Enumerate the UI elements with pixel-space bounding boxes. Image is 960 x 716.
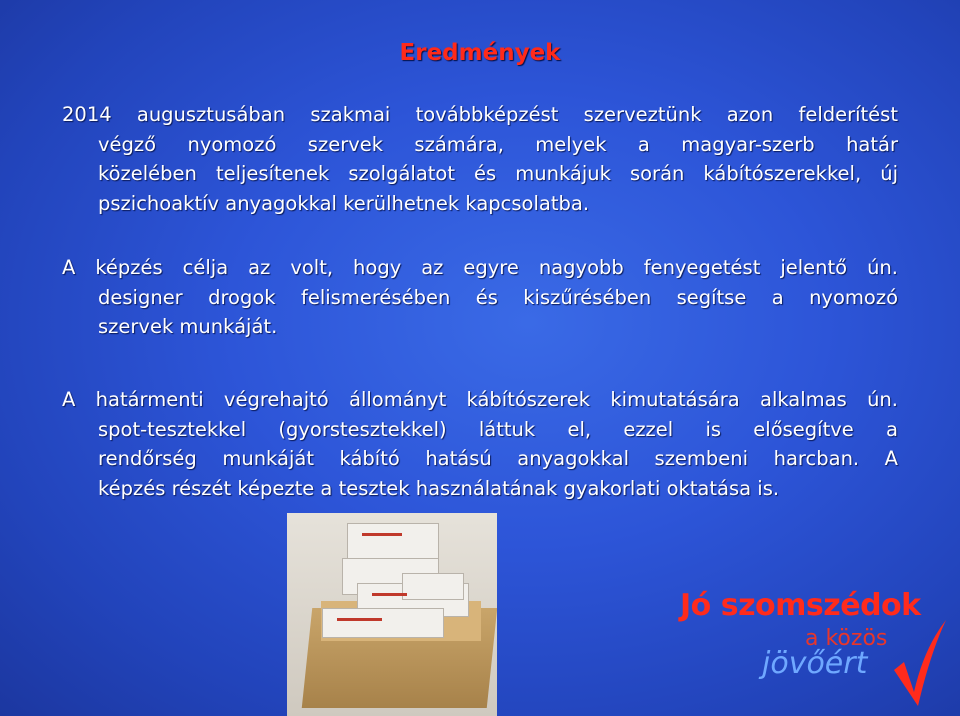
slide-title: Eredmények xyxy=(399,40,561,66)
paragraph-training xyxy=(62,100,898,218)
paragraph-line: designer drogok felismerésében és kiszűrésében segítse a nyomozó xyxy=(98,285,898,309)
paragraph-line: A határmenti végrehajtó állományt kábítószerek kimutatására alkalmas ún. xyxy=(62,388,898,411)
paragraph-line: szervek munkáját. xyxy=(98,315,278,338)
logo-line-1: Jó szomszédok xyxy=(680,588,921,623)
paragraph-line: rendőrség munkáját kábító hatású anyagokkal szembeni harcban. A xyxy=(98,447,898,470)
checkmark-icon xyxy=(890,618,950,708)
paragraph-line: 2014 augusztusában szakmai továbbképzést szerveztünk azon felderítést xyxy=(62,103,898,126)
logo-line-2: a közös xyxy=(805,626,888,651)
paragraph-spot-tests xyxy=(62,385,898,503)
paragraph-line: végző nyomozó szervek számára, melyek a magyar-szerb határ xyxy=(98,132,898,156)
paragraph-line: képzés részét képezte a tesztek használatának gyakorlati oktatása is. xyxy=(98,476,780,500)
paragraph-line: pszichoaktív anyagokkal kerülhetnek kapcsolatba. xyxy=(98,191,590,215)
paragraph-line: spot-tesztekkel (gyorstesztekkel) láttuk el, ezzel is elősegítve a xyxy=(98,417,898,441)
logo-jo-szomszedok xyxy=(680,588,950,708)
logo-line-3: jövőért xyxy=(762,646,868,681)
test-kits-box-photo xyxy=(287,513,497,716)
paragraph-goal xyxy=(62,253,898,342)
paragraph-line: A képzés célja az volt, hogy az egyre nagyobb fenyegetést jelentő ún. xyxy=(62,256,898,279)
paragraph-line: közelében teljesítenek szolgálatot és munkájuk során kábítószerekkel, új xyxy=(98,162,898,185)
